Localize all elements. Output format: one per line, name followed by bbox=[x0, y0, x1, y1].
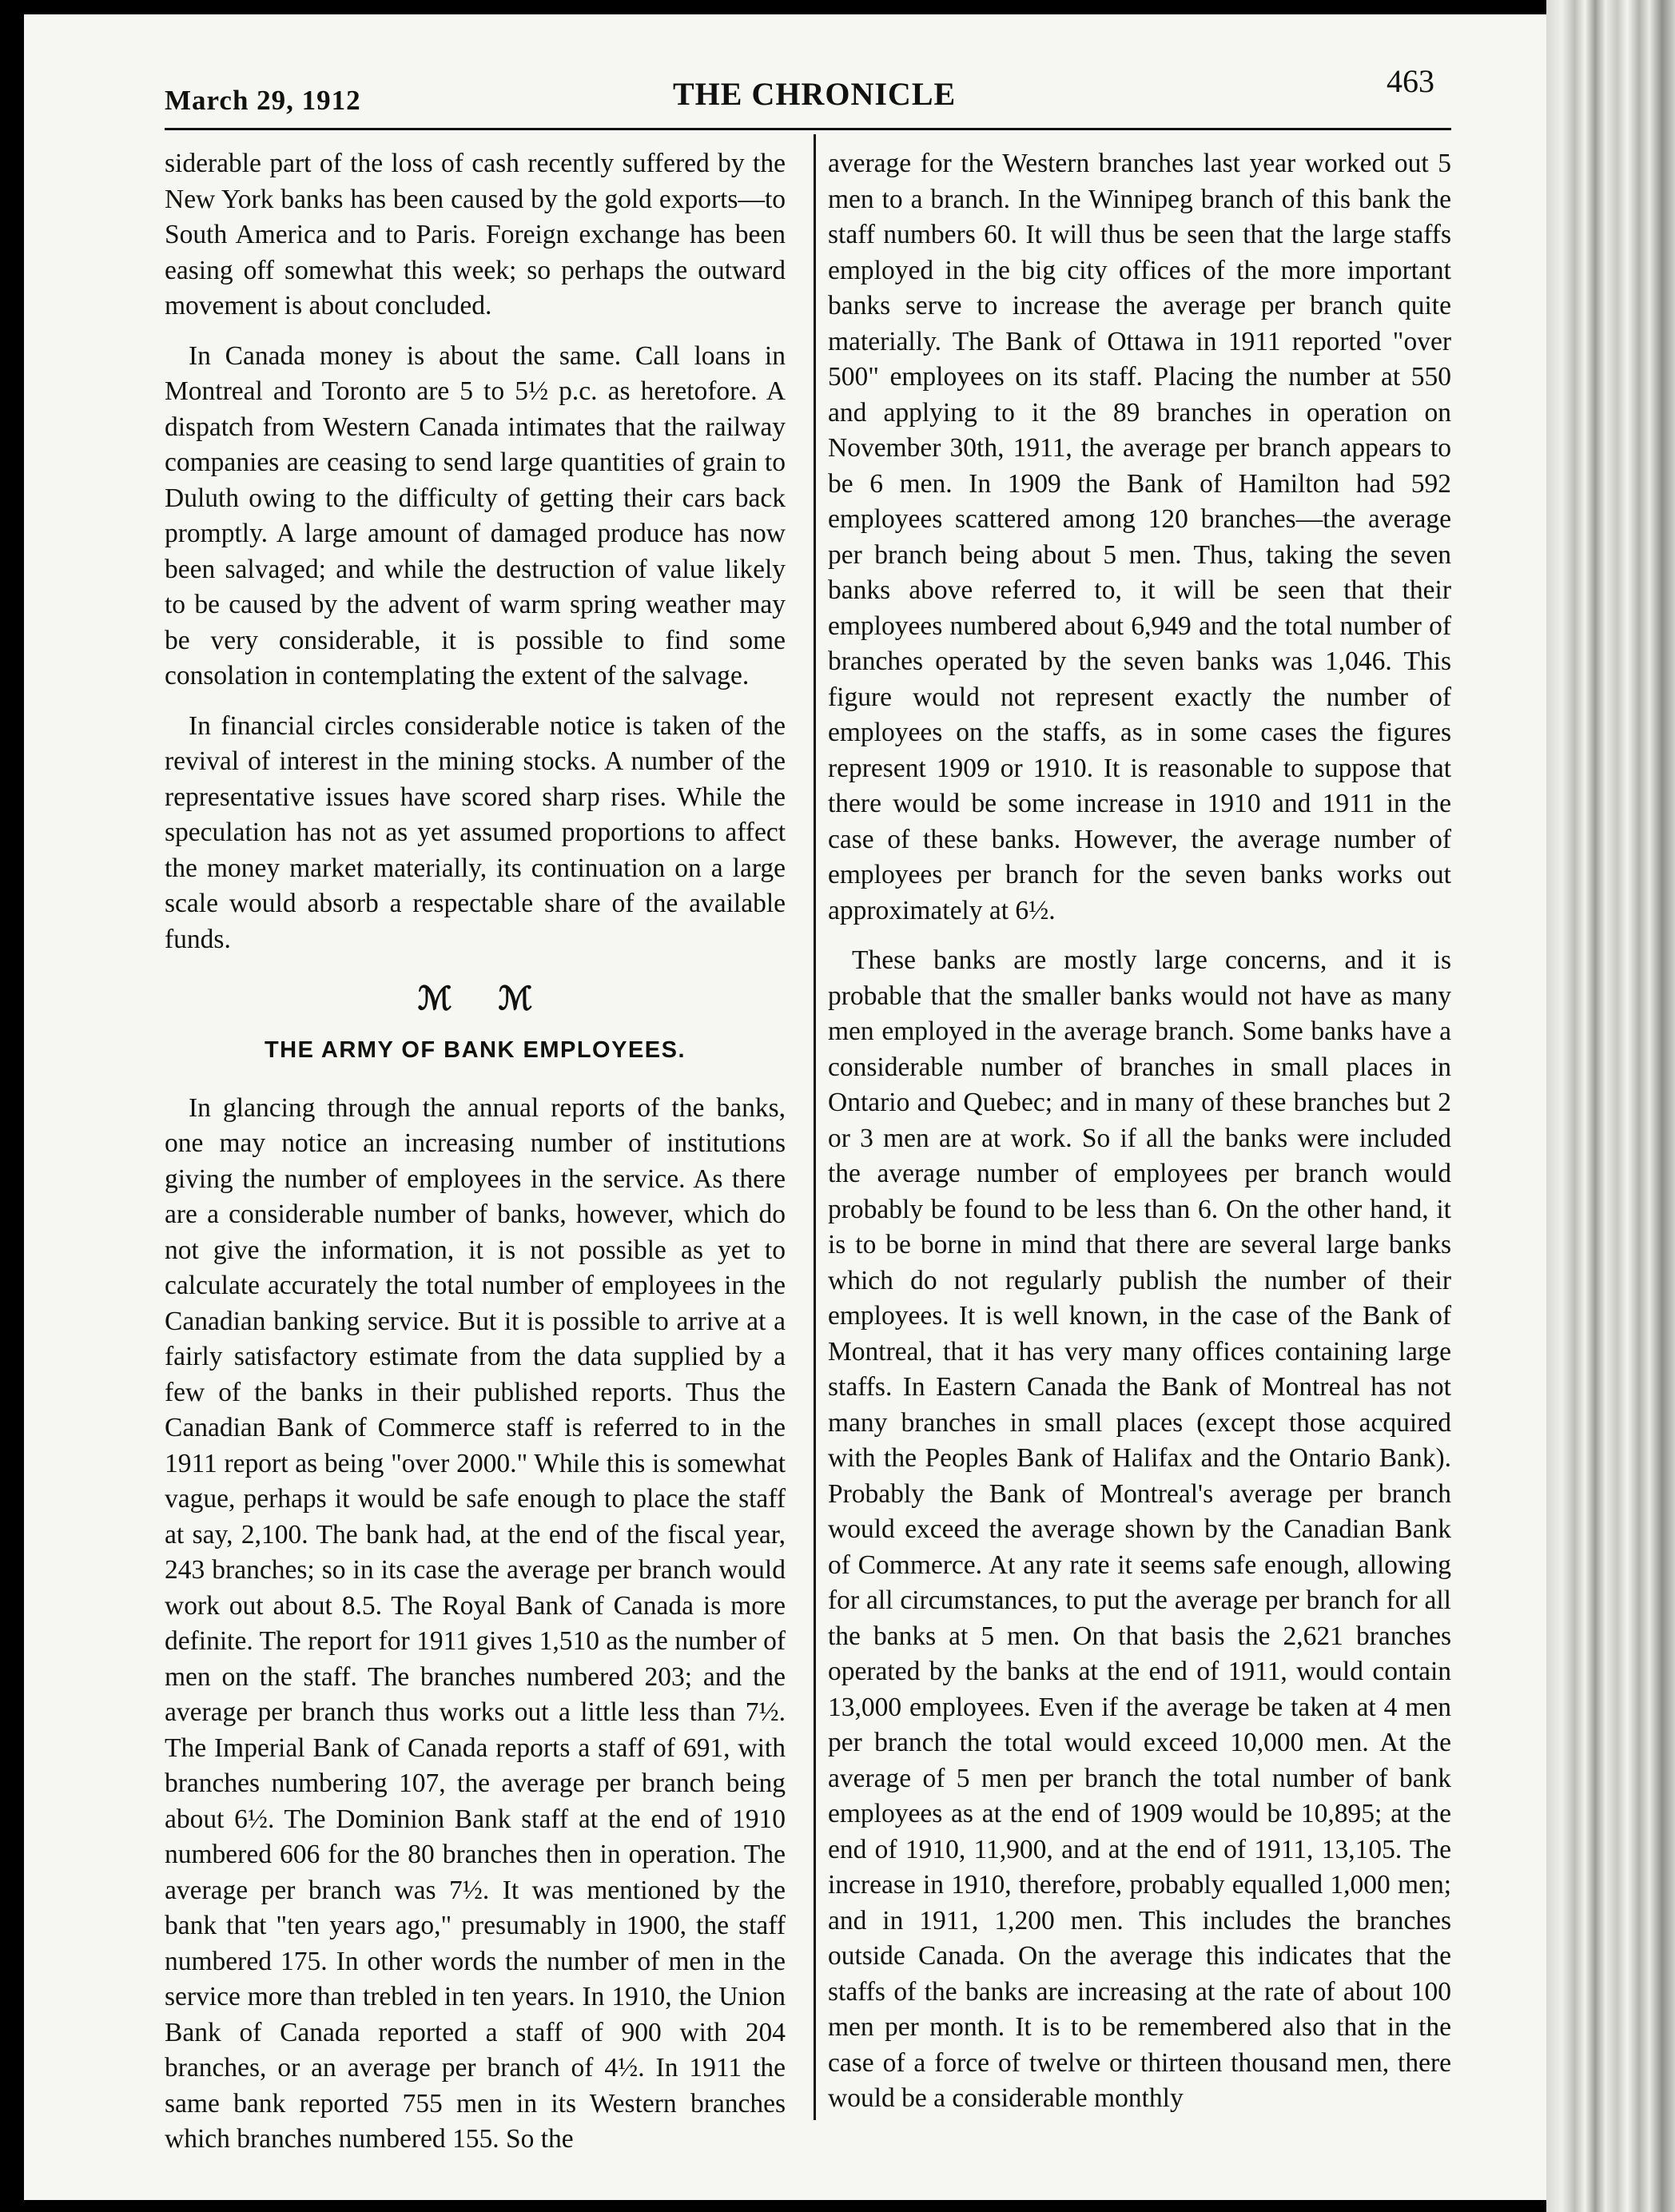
issue-date: March 29, 1912 bbox=[165, 85, 361, 116]
publication-title: THE CHRONICLE bbox=[673, 76, 957, 112]
left-column bbox=[165, 146, 786, 2158]
page-number: 463 bbox=[1387, 63, 1434, 99]
paragraph-large-concerns: These banks are mostly large concerns, and it is probable that the smaller banks would not have as many men employed in the average branch. Some banks have a considerable number of branches in small places in Ontario and Quebec; and in many of these branches but 2 or 3 men are at work. So if all the banks were included the average number of employees per branch would probably be found to be less than 6. On the other hand, it is to be borne in mind that there are several large banks which do not regularly publish the number of their employees. It is well known, in the case of the Bank of Montreal, that it has very many offices containing large staffs. In Eastern Canada the Bank of Montreal has not many branches in small places (except those acquired with the Peoples Bank of Halifax and the Ontario Bank). Probably the Bank of Montreal's average per branch would exceed the average shown by the Canadian Bank of Commerce. At any rate it seems safe enough, allowing for all circumstances, to put the average per branch for all the banks at 5 men. On that basis the 2,621 branches operated by the banks at the end of 1911, would contain 13,000 employees. Even if the average be taken at 4 men per branch the total would exceed 10,000 men. At the average of 5 men per branch the total number of bank employees as at the end of 1909 would be 10,895; at the end of 1910, 11,900, and at the end of 1911, 13,105. The increase in 1910, therefore, probably equalled 1,000 men; and in 1911, 1,200 men. This includes the branches outside Canada. On the average this indicates that the staffs of the banks are increasing at the rate of about 100 men per month. It is to be remembered also that in the case of a force of twelve or thirteen thousand men, there would be a considerable monthly bbox=[828, 945, 1451, 2113]
paragraph-western-branches: average for the Western branches last year worked out 5 men to a branch. In the Winnipeg branch of this bank the staff numbers 60. It will thus be seen that the large staffs employed in the big city offices of the more important banks serve to increase the average per branch quite materially. The Bank of Ottawa in 1911 reported "over 500" employees on its staff. Placing the number at 550 and applying to it the 89 branches in operation on November 30th, 1911, the average per branch appears to be 6 men. In 1909 the Bank of Hamilton had 592 employees scattered among 120 branches—the average per branch being about 5 men. Thus, taking the seven banks above referred to, it will be seen that their employees numbered about 6,949 and the total number of branches operated by the seven banks was 1,046. This figure would not represent exactly the number of employees on the staffs, as in some cases the figures represent 1909 or 1910. It is reasonable to suppose that there would be some increase in 1910 and 1911 in the case of these banks. However, the average number of employees per branch for the seven banks works out approximately at 6½. bbox=[828, 149, 1451, 925]
paragraph-canada-money: In Canada money is about the same. Call loans in Montreal and Toronto are 5 to 5½ p.c. as heretofore. A dispatch from Western Canada intimates that the railway companies are ceasing to send large quantities of grain to Duluth owing to the difficulty of getting their cars back promptly. A large amount of damaged produce has now been salvaged; and while the destruction of value likely to be caused by the advent of warm spring weather may be very considerable, it is possible to find some consolation in contemplating the extent of the salvage. bbox=[165, 340, 786, 690]
page-edge-strip bbox=[1546, 0, 1675, 2212]
section-heading: THE ARMY OF BANK EMPLOYEES. bbox=[264, 1037, 686, 1063]
section-ornament: ℳ ℳ bbox=[417, 981, 552, 1016]
paragraph-bank-employees-intro: In glancing through the annual reports of the banks, one may notice an increasing number of institutions giving the number of employees in the service. As there are a considerable number of banks, however, which do not give the information, it is not possible as yet to calculate accurately the total number of employees in the Canadian banking service. But it is possible to arrive at a fairly satisfactory estimate from the data supplied by a few of the banks in their published reports. Thus the Canadian Bank of Commerce staff is referred to in the 1911 report as being "over 2000." While this is somewhat vague, perhaps it would be safe enough to place the staff at say, 2,100. The bank had, at the end of the fiscal year, 243 branches; so in its case the average per branch would work out about 8.5. The Royal Bank of Canada is more definite. The report for 1911 gives 1,510 as the number of men on the staff. The branches numbered 203; and the average per branch thus works out a little less than 7½. The Imperial Bank of Canada reports a staff of 691, with branches numbering 107, the average per branch being about 6½. The Dominion Bank staff at the end of 1910 numbered 606 for the 80 branches then in operation. The average per branch was 7½. It was mentioned by the bank that "ten years ago," presumably in 1900, the staff numbered 175. In other words the number of men in the service more than trebled in ten years. In 1910, the Union Bank of Canada reported a staff of 900 with 204 branches, or an average per branch of 4½. In 1911 the same bank reported 755 men in its Western branches which branches numbered 155. So the bbox=[165, 1092, 786, 2154]
right-column bbox=[828, 146, 1451, 2117]
header-rule bbox=[165, 128, 1451, 130]
paragraph-money-market-continued: siderable part of the loss of cash recently suffered by the New York banks has been caused by the gold exports—to South America and to Paris. Foreign exchange has been easing off somewhat this week; so perhaps the outward movement is about concluded. bbox=[165, 149, 786, 320]
paragraph-mining-stocks: In financial circles considerable notice is taken of the revival of interest in the mining stocks. A number of the representative issues have scored sharp rises. While the speculation has not as yet assumed proportions to affect the money market materially, its continuation on a large scale would absorb a respectable share of the available funds. bbox=[165, 710, 786, 954]
newspaper-page bbox=[24, 14, 1546, 2200]
column-divider bbox=[814, 134, 816, 2120]
